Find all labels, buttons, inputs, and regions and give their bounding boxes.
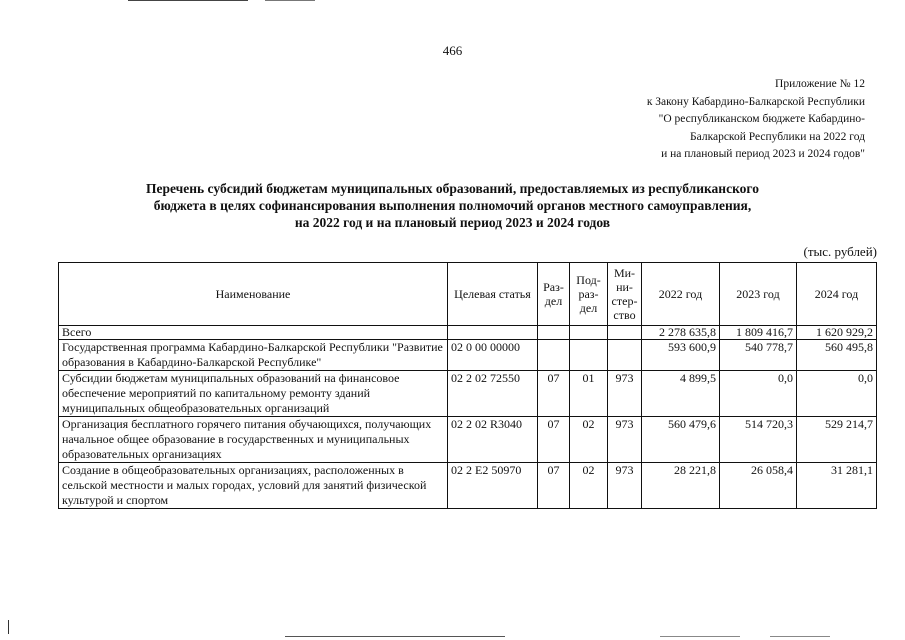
cell-target: 02 2 02 72550 [448, 371, 538, 417]
cell-subsection: 02 [570, 417, 608, 463]
subsidies-table [58, 262, 877, 509]
cell-2023: 0,0 [720, 371, 797, 417]
cell-2024: 529 214,7 [797, 417, 877, 463]
cell-name: Государственная программа Кабардино-Балкарской Республики "Развитие образования в Кабардино-Балкарской Республике" [59, 340, 448, 371]
scan-edge-mark [8, 620, 9, 634]
appendix-note [535, 76, 865, 164]
table-row [59, 417, 877, 463]
units-label: (тыс. рублей) [803, 244, 877, 259]
cell-section: 07 [538, 417, 570, 463]
header-2022: 2022 год [642, 263, 720, 326]
cell-ministry: 973 [608, 371, 642, 417]
cell-2024: 0,0 [797, 371, 877, 417]
appendix-line: Приложение № 12 [775, 78, 865, 90]
cell-2023: 26 058,4 [720, 463, 797, 509]
table-row [59, 463, 877, 509]
cell-2024: 31 281,1 [797, 463, 877, 509]
cell-2023: 514 720,3 [720, 417, 797, 463]
cell-section [538, 340, 570, 371]
cell-name: Субсидии бюджетам муниципальных образований на финансовое обеспечение мероприятий по капитальному ремонту зданий муниципальных общеобразовательных организаций [59, 371, 448, 417]
table-row [59, 340, 877, 371]
cell-2022: 4 899,5 [642, 371, 720, 417]
header-target: Целевая статья [448, 263, 538, 326]
cell-2023: 1 809 416,7 [720, 326, 797, 340]
cell-target: 02 2 02 R3040 [448, 417, 538, 463]
header-2023: 2023 год [720, 263, 797, 326]
cell-2023: 540 778,7 [720, 340, 797, 371]
cell-section: 07 [538, 371, 570, 417]
cell-subsection: 01 [570, 371, 608, 417]
header-2024: 2024 год [797, 263, 877, 326]
cell-ministry: 973 [608, 463, 642, 509]
scan-top-line [128, 0, 248, 1]
header-ministry: Ми-ни-стер-ство [608, 263, 642, 326]
cell-2024: 1 620 929,2 [797, 326, 877, 340]
cell-ministry [608, 340, 642, 371]
cell-section: 07 [538, 463, 570, 509]
cell-name: Организация бесплатного горячего питания обучающихся, получающих начальное общее образование в государственных и муниципальных образовательных организациях [59, 417, 448, 463]
cell-target: 02 0 00 00000 [448, 340, 538, 371]
cell-ministry [608, 326, 642, 340]
appendix-line: "О республиканском бюджете Кабардино- [658, 113, 865, 125]
title-line: на 2022 год и на плановый период 2023 и 2024 годов [294, 215, 611, 230]
cell-name: Всего [59, 326, 448, 340]
table-row [59, 371, 877, 417]
cell-name: Создание в общеобразовательных организациях, расположенных в сельской местности и малых городах, условий для занятий физической культурой и спортом [59, 463, 448, 509]
header-section: Раз-дел [538, 263, 570, 326]
scan-bottom-line [660, 636, 740, 637]
title-line: Перечень субсидий бюджетам муниципальных образований, предоставляемых из республиканского [146, 181, 759, 196]
scan-bottom-line [285, 636, 505, 637]
cell-ministry: 973 [608, 417, 642, 463]
page-number: 466 [442, 43, 463, 58]
cell-2022: 28 221,8 [642, 463, 720, 509]
title-line: бюджета в целях софинансирования выполнения полномочий органов местного самоуправления, [153, 198, 752, 213]
cell-2022: 560 479,6 [642, 417, 720, 463]
appendix-line: к Закону Кабардино-Балкарской Республики [646, 95, 865, 108]
header-name: Наименование [59, 263, 448, 326]
appendix-line: и на плановый период 2023 и 2024 годов" [661, 148, 865, 160]
scan-top-line [265, 0, 315, 1]
cell-target: 02 2 E2 50970 [448, 463, 538, 509]
cell-2022: 2 278 635,8 [642, 326, 720, 340]
cell-section [538, 326, 570, 340]
cell-subsection [570, 326, 608, 340]
cell-2022: 593 600,9 [642, 340, 720, 371]
table-header-row [59, 263, 877, 326]
cell-subsection [570, 340, 608, 371]
table-row [59, 326, 877, 340]
header-subsection: Под-раз-дел [570, 263, 608, 326]
cell-target [448, 326, 538, 340]
document-title [40, 180, 865, 231]
scan-bottom-line [770, 636, 830, 637]
appendix-line: Балкарской Республики на 2022 год [690, 130, 865, 143]
cell-subsection: 02 [570, 463, 608, 509]
cell-2024: 560 495,8 [797, 340, 877, 371]
